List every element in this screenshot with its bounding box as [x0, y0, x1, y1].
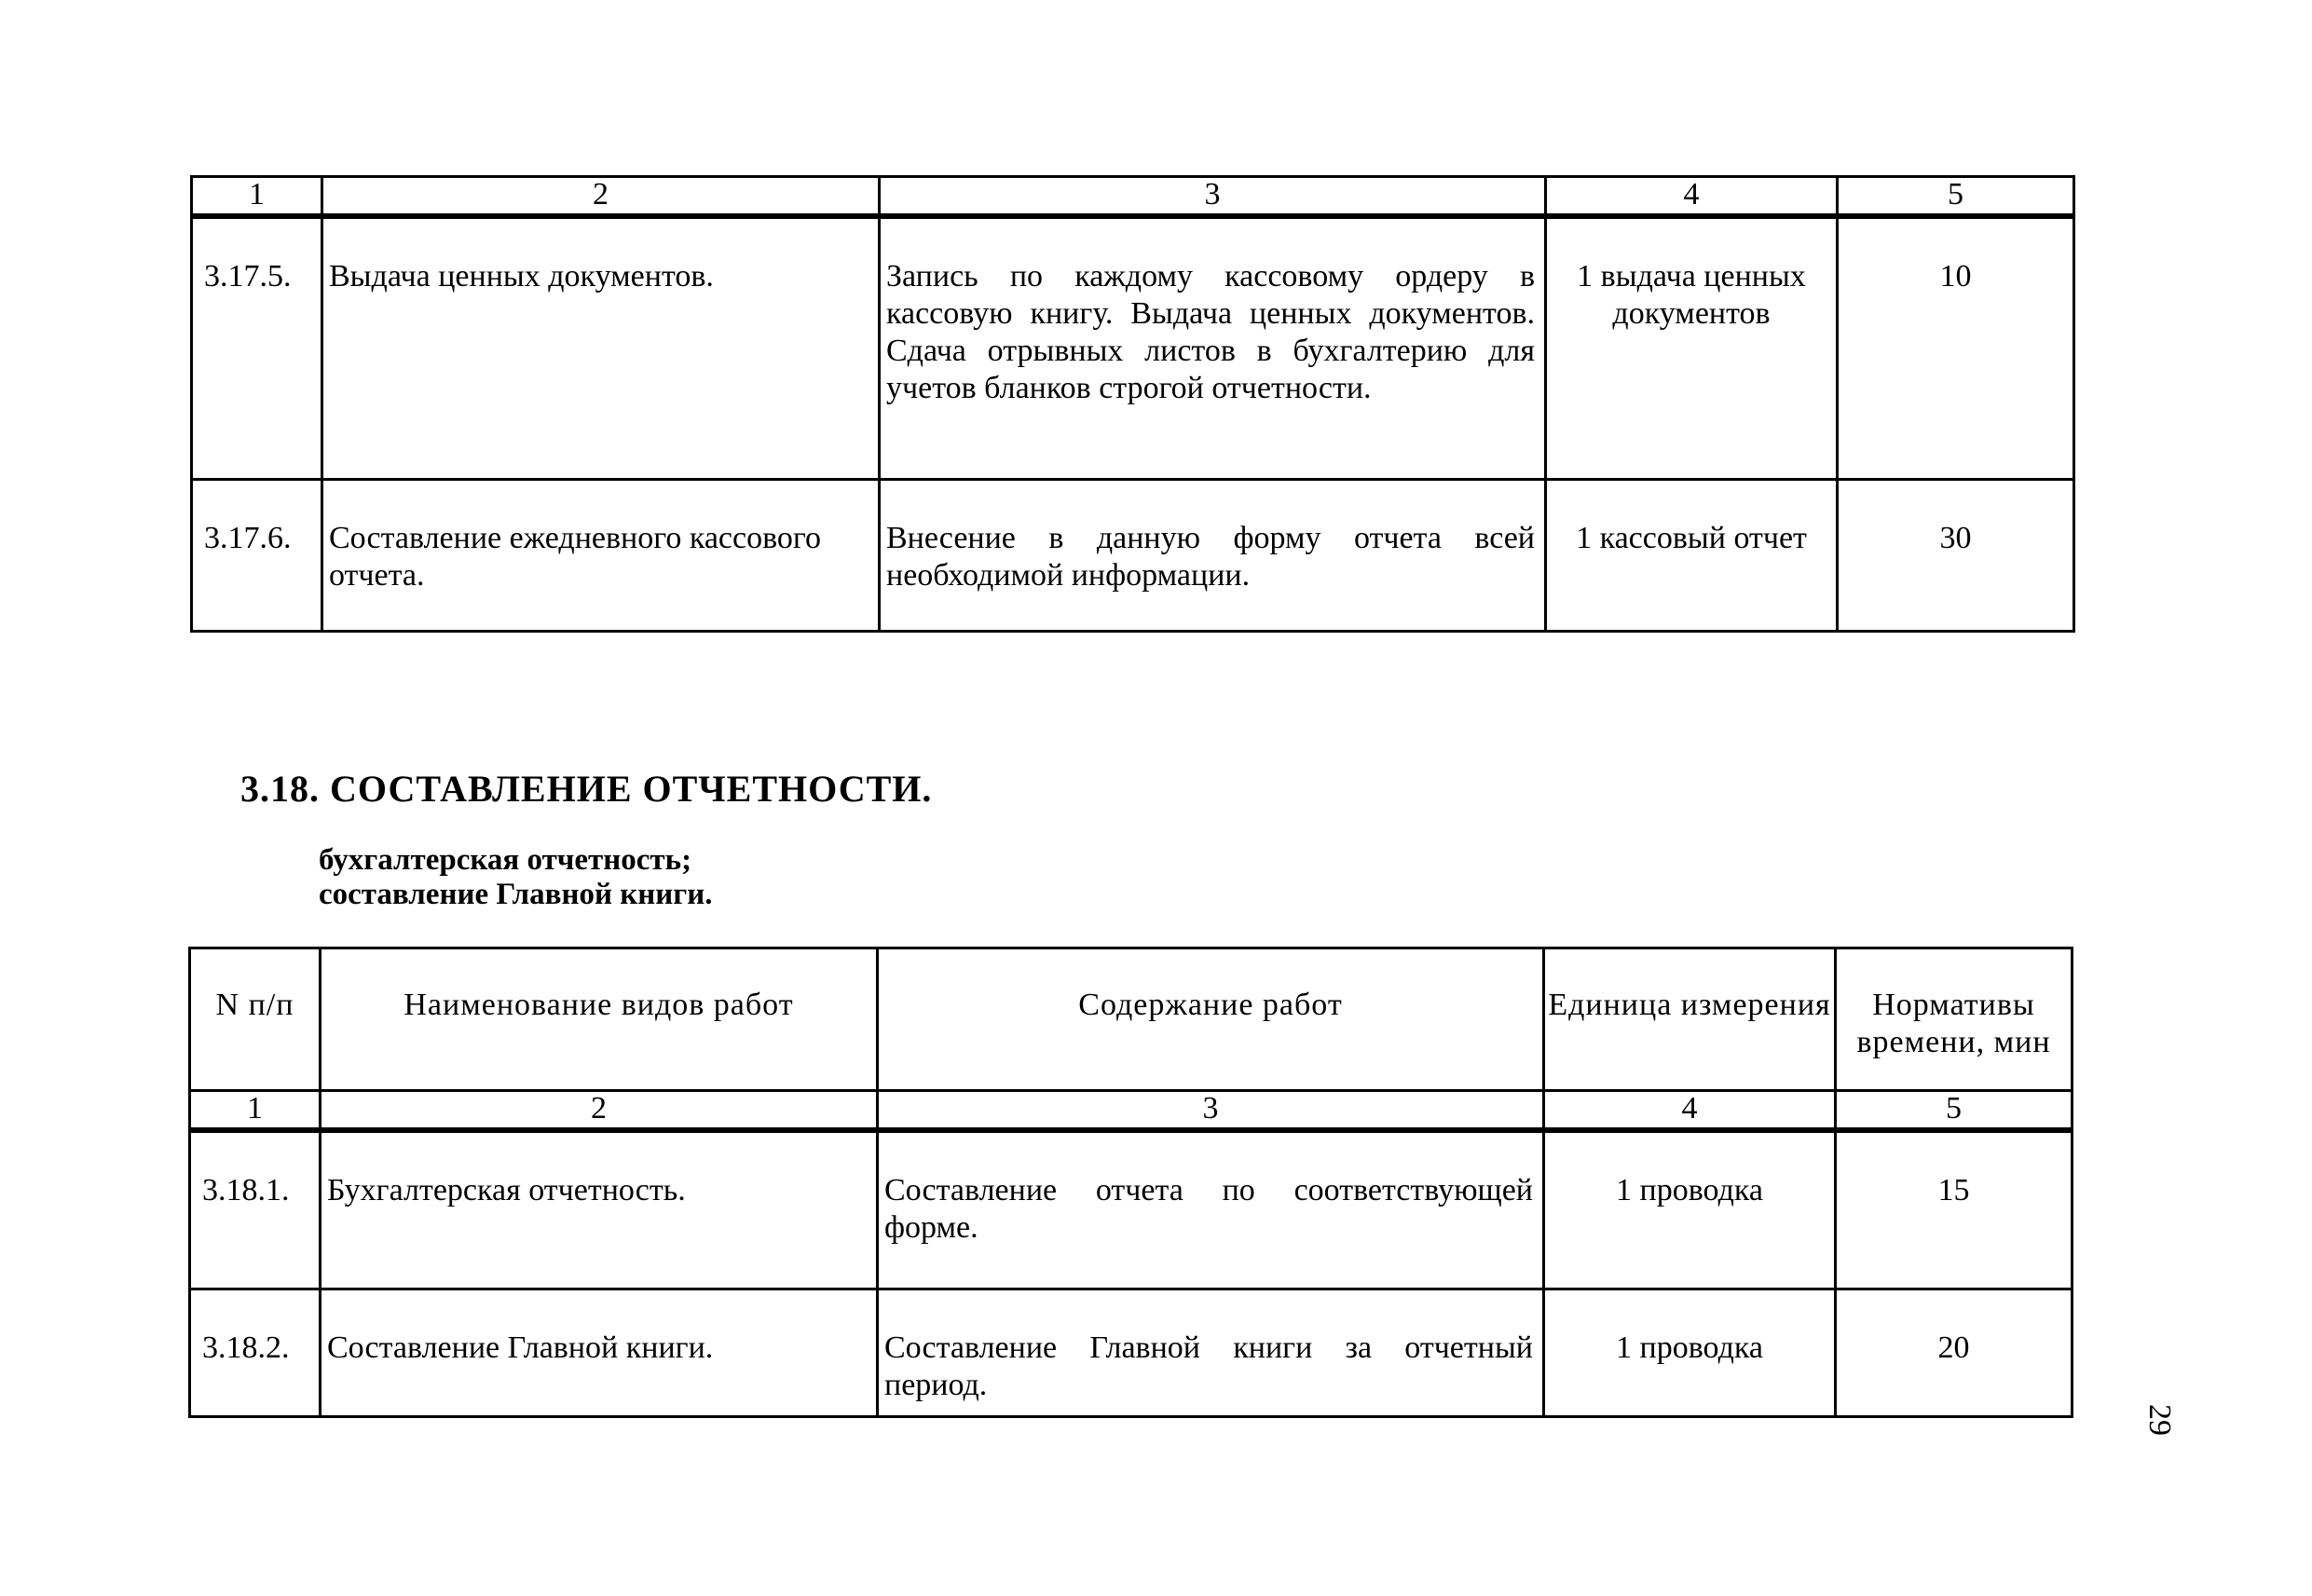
column-number: 2	[322, 177, 880, 217]
section-heading: 3.18. СОСТАВЛЕНИЕ ОТЧЕТНОСТИ.	[240, 768, 933, 810]
item-number: 3.18.1.	[190, 1130, 321, 1289]
time-norm: 15	[1836, 1130, 2073, 1289]
work-name: Составление ежедневного кассового отчета.	[322, 480, 880, 632]
work-content: Составление отчета по соответствующей форме.	[878, 1130, 1544, 1289]
table-row	[192, 480, 2074, 632]
time-norm: 30	[1838, 480, 2074, 632]
table-row	[192, 216, 2074, 480]
work-name: Составление Главной книги.	[321, 1289, 878, 1417]
column-number: 3	[878, 1091, 1544, 1131]
column-number: 4	[1546, 177, 1838, 217]
work-content: Внесение в данную форму отчета всей необходимой информации.	[880, 480, 1546, 632]
unit-of-measure: 1 проводка	[1544, 1289, 1836, 1417]
item-number: 3.18.2.	[190, 1289, 321, 1417]
unit-of-measure: 1 проводка	[1544, 1130, 1836, 1289]
work-content: Составление Главной книги за отчетный период.	[878, 1289, 1544, 1417]
item-number: 3.17.5.	[192, 216, 322, 480]
table-header-row	[190, 948, 2073, 1091]
column-number: 5	[1836, 1091, 2073, 1131]
header-number: N п/п	[190, 948, 321, 1091]
column-number: 1	[190, 1091, 321, 1131]
column-number: 4	[1544, 1091, 1836, 1131]
column-number: 2	[321, 1091, 878, 1131]
column-number-row	[190, 1091, 2073, 1131]
unit-of-measure: 1 выдача ценных документов	[1546, 216, 1838, 480]
norms-table-3-18	[188, 947, 2073, 1418]
column-number-row	[192, 177, 2074, 217]
work-name: Выдача ценных документов.	[322, 216, 880, 480]
item-number: 3.17.6.	[192, 480, 322, 632]
work-content: Запись по каждому кассовому ордеру в кассовую книгу. Выдача ценных документов. Сдача отрывных листов в бухгалтерию для учетов бланков строгой отчетности.	[880, 216, 1546, 480]
header-unit: Единица измерения	[1544, 948, 1836, 1091]
header-work-content: Содержание работ	[878, 948, 1544, 1091]
header-work-name: Наименование видов работ	[321, 948, 878, 1091]
time-norm: 20	[1836, 1289, 2073, 1417]
column-number: 1	[192, 177, 322, 217]
unit-of-measure: 1 кассовый отчет	[1546, 480, 1838, 632]
header-time-norm: Нормативы времени, мин	[1836, 948, 2073, 1091]
work-name: Бухгалтерская отчетность.	[321, 1130, 878, 1289]
column-number: 5	[1838, 177, 2074, 217]
time-norm: 10	[1838, 216, 2074, 480]
norms-table-continued	[190, 175, 2075, 633]
column-number: 3	[880, 177, 1546, 217]
section-subheading: бухгалтерская отчетность;	[319, 843, 692, 877]
table-row	[190, 1130, 2073, 1289]
table-row	[190, 1289, 2073, 1417]
section-subheading: составление Главной книги.	[319, 878, 713, 911]
page-number: 29	[2142, 1404, 2177, 1436]
